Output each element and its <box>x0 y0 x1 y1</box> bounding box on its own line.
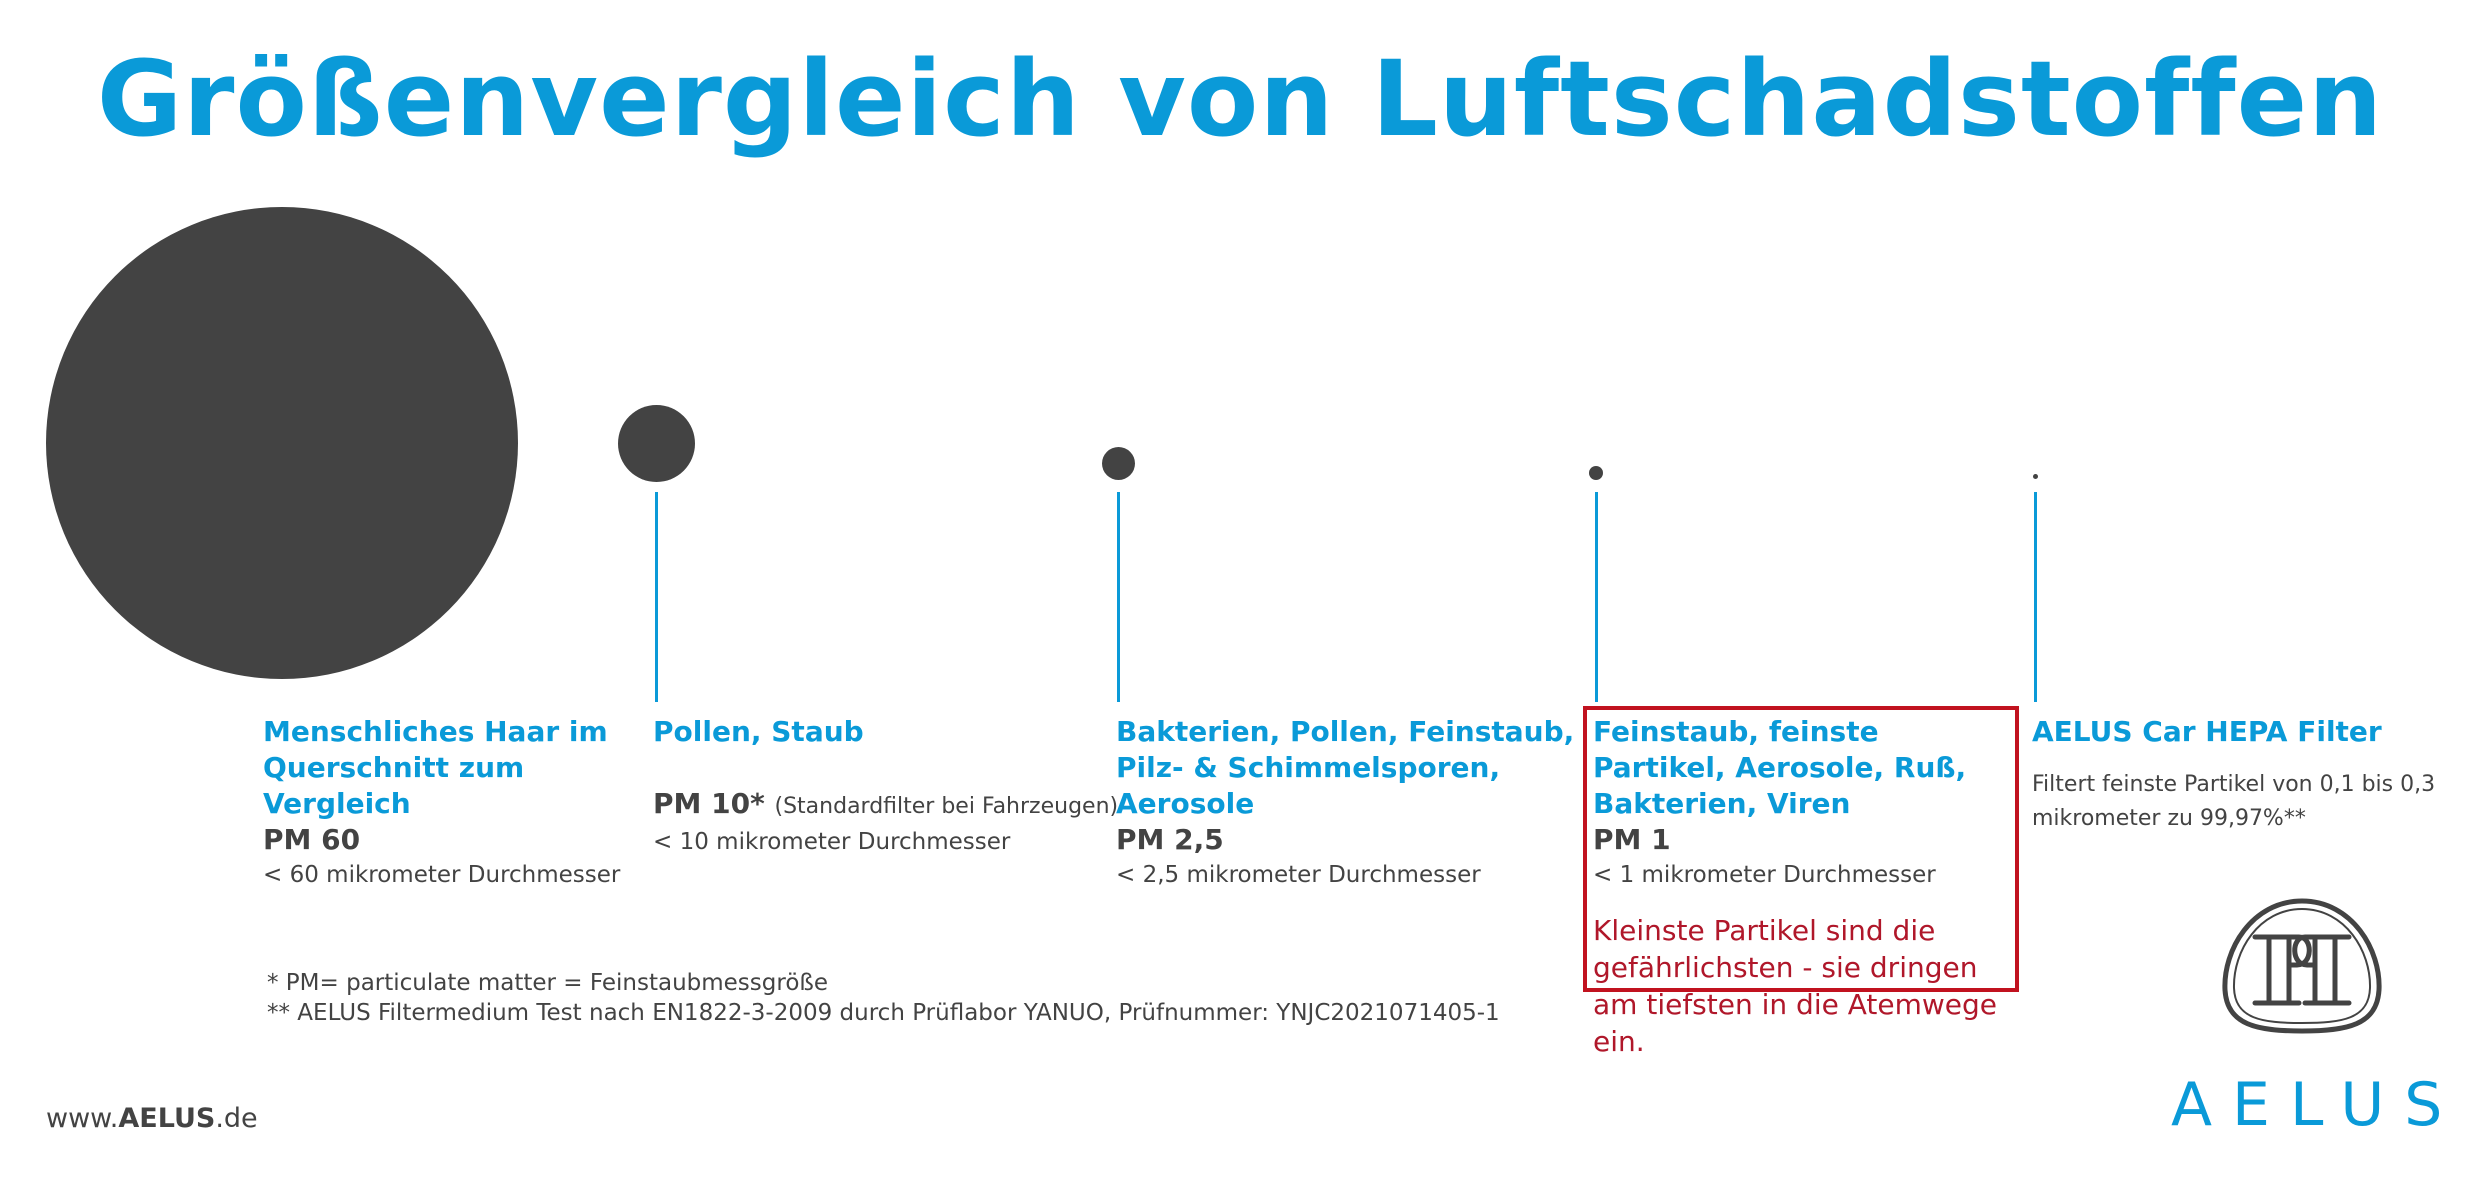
pm10-stem <box>655 492 658 702</box>
website-link[interactable] <box>46 1103 258 1134</box>
pm-note: (Standardfilter bei Fahrzeugen) <box>774 794 1119 819</box>
column-pm10 <box>653 714 1118 859</box>
website-suffix: .de <box>215 1103 258 1134</box>
diameter-text: < 1 mikrometer Durchmesser <box>1593 862 1936 888</box>
column-hair <box>263 714 643 892</box>
warning-text: Kleinste Partikel sind die gefährlichsten - sie dringen am tiefsten in die Atemwege ein. <box>1593 914 1997 1058</box>
pm25-stem <box>1117 492 1120 702</box>
pm-value: PM 60 <box>263 823 361 856</box>
column-pm1 <box>1593 714 2013 1060</box>
aelus-logo-icon <box>2217 895 2387 1035</box>
column-hepa <box>2032 714 2442 836</box>
page-title: Größenvergleich von Luftschadstoffen <box>96 38 2384 160</box>
pm-value: PM 1 <box>1593 823 1671 856</box>
brand-wordmark: AELUS <box>2171 1070 2463 1140</box>
column-heading: Feinstaub, feinste Partikel, Aerosole, Ruß, Bakterien, Viren <box>1593 715 1967 820</box>
diameter-text: < 10 mikrometer Durchmesser <box>653 829 1011 855</box>
hair-particle <box>46 207 518 679</box>
website-prefix: www. <box>46 1103 119 1134</box>
website-brand: AELUS <box>118 1103 216 1134</box>
footnote-test: ** AELUS Filtermedium Test nach EN1822-3-2009 durch Prüflabor YANUO, Prüfnummer: YNJC2021071405-1 <box>267 1000 1500 1026</box>
hepa-particle <box>2033 474 2038 479</box>
pm10-particle <box>618 405 695 482</box>
hepa-stem <box>2034 492 2037 702</box>
pm1-stem <box>1595 492 1598 702</box>
column-pm25 <box>1116 714 1576 892</box>
pm-value: PM 10* <box>653 787 765 820</box>
pm25-particle <box>1102 447 1135 480</box>
footnote-pm: * PM= particulate matter = Feinstaubmessgröße <box>267 970 829 996</box>
column-heading: Menschliches Haar im Querschnitt zum Vergleich <box>263 715 608 820</box>
filter-text: Filtert feinste Partikel von 0,1 bis 0,3 mikrometer zu 99,97%** <box>2032 772 2436 831</box>
diameter-text: < 2,5 mikrometer Durchmesser <box>1116 862 1481 888</box>
pm-value: PM 2,5 <box>1116 823 1224 856</box>
column-heading: Pollen, Staub <box>653 715 864 748</box>
column-heading: AELUS Car HEPA Filter <box>2032 715 2382 748</box>
column-heading: Bakterien, Pollen, Feinstaub, Pilz- & Schimmelsporen, Aerosole <box>1116 715 1575 820</box>
diameter-text: < 60 mikrometer Durchmesser <box>263 862 621 888</box>
pm1-particle <box>1589 466 1603 480</box>
